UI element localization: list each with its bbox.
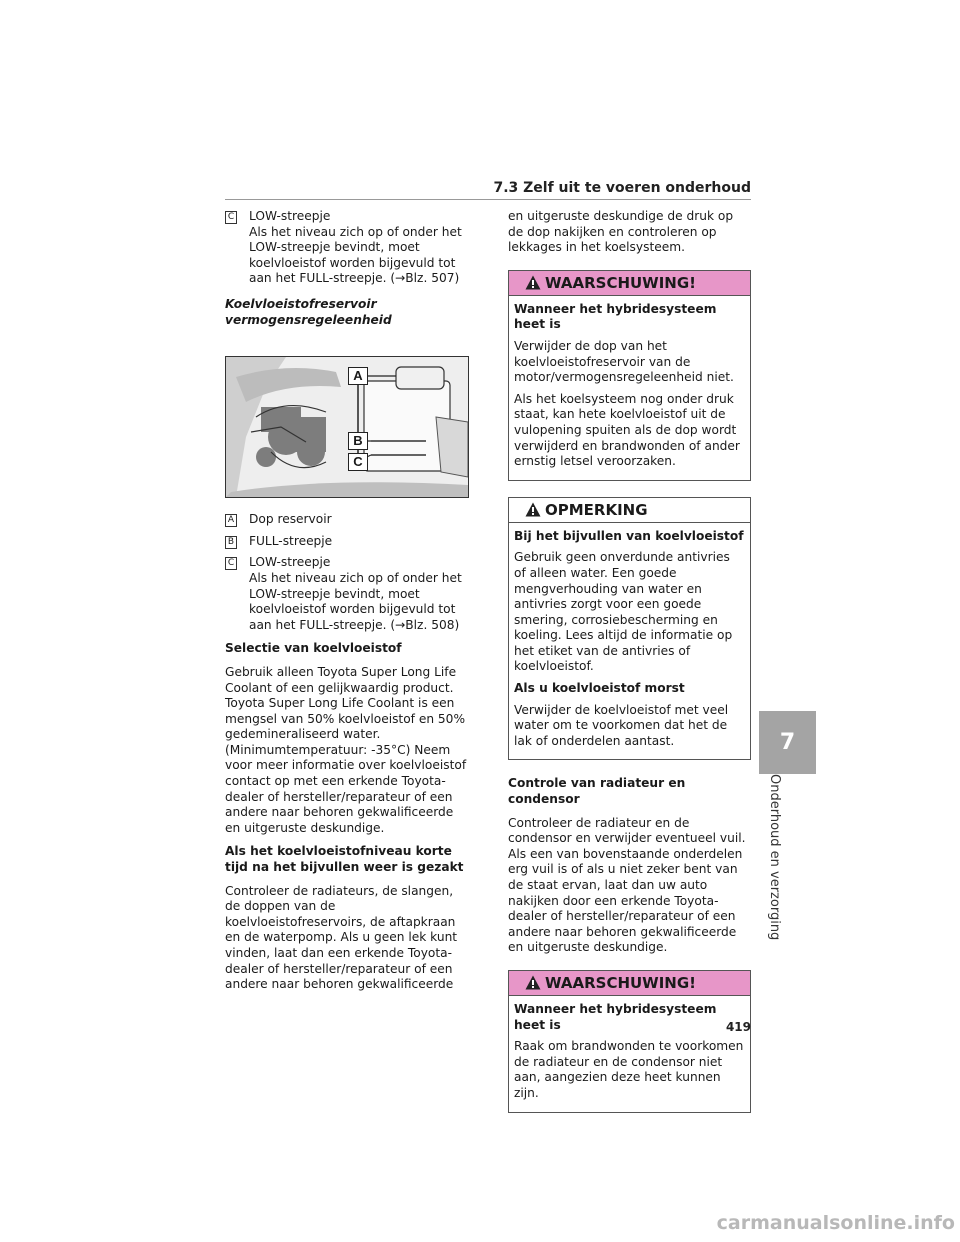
list-item bbox=[225, 209, 471, 287]
list-item bbox=[225, 512, 471, 528]
warning-box bbox=[508, 270, 751, 481]
right-column bbox=[508, 209, 751, 1129]
niveau-heading: Als het koelvloeistofniveau korte tijd na het bijvullen weer is gezakt bbox=[225, 844, 464, 875]
callout-c: C bbox=[348, 453, 368, 471]
callout-b: B bbox=[348, 432, 368, 450]
header-rule bbox=[225, 199, 751, 200]
warning-triangle-icon bbox=[525, 975, 541, 990]
selectie-body: Gebruik alleen Toyota Super Long Life Coolant of een gelijkwaardig product. Toyota Super Long Life Coolant is een mengsel van 50% koelvloeistof en 50% gedemineraliseerd water. (Minimumtemperatuur: -35°C) Neem voor meer informatie over koelvloeistof contact op met een erkende Toyota-dealer of hersteller/reparateur of een andere naar behoren gekwalificeerde en uitgeruste deskundige. bbox=[225, 664, 467, 835]
warning-paragraph: Raak om brandwonden te voorkomen de radiateur en de condensor niet aan, aangezien deze heet kunnen zijn. bbox=[514, 1039, 744, 1100]
warning-title: Wanneer het hybridesysteem heet is bbox=[514, 1001, 717, 1032]
warning-triangle-icon bbox=[525, 502, 541, 517]
note-title: Als u koelvloeistof morst bbox=[514, 681, 685, 696]
note-header bbox=[509, 498, 750, 523]
list-item bbox=[225, 534, 471, 550]
item-title: FULL-streepje bbox=[249, 533, 333, 548]
note-content bbox=[509, 523, 750, 760]
page-number: 419 bbox=[725, 1020, 751, 1034]
item-title: LOW-streepje bbox=[249, 209, 331, 223]
radiateur-body: Controleer de radiateur en de condensor en verwijder eventueel vuil. Als een van bovenstaande onderdelen erg vuil is of als u niet zeker bent van de staat ervan, laat dan uw auto nakijken door een erkende Toyota-dealer of hersteller/reparateur of een andere naar behoren gekwalificeerde en uitgeruste deskundige. bbox=[508, 815, 746, 955]
note-title: Bij het bijvullen van koelvloeistof bbox=[514, 528, 744, 543]
warning-paragraph: Verwijder de dop van het koelvloeistofreservoir van de motor/vermogensregeleenheid niet. bbox=[514, 338, 734, 385]
warning-paragraph: Als het koelsysteem nog onder druk staat, kan hete koelvloeistof uit de vulopening spuiten als de dop wordt verwijderd en brandwonden of ander ernstig letsel veroorzaken. bbox=[514, 391, 740, 469]
note-paragraph: Gebruik geen onverdunde antivries of alleen water. Een goede mengverhouding van water en antivries zorgt voor een goede smering, corrosiebescherming en koeling. Lees altijd de informatie op het etiket van de antivries of koelvloeistof. bbox=[514, 550, 733, 674]
chapter-tab-label: Onderhoud en verzorging bbox=[767, 774, 782, 941]
note-paragraph: Verwijder de koelvloeistof met veel water om te voorkomen dat het de lak of onderdelen aantast. bbox=[514, 702, 729, 748]
watermark: carmanualsonline.info bbox=[716, 1212, 955, 1234]
warning-title: Wanneer het hybridesysteem heet is bbox=[514, 301, 717, 332]
item-letter: A bbox=[225, 514, 237, 527]
selectie-heading: Selectie van koelvloeistof bbox=[225, 641, 402, 656]
warning-label: WAARSCHUWING! bbox=[545, 973, 697, 992]
item-letter: C bbox=[225, 557, 237, 570]
reservoir-heading: Koelvloeistofreservoir vermogensregeleenheid bbox=[225, 296, 392, 327]
left-column bbox=[225, 209, 471, 999]
warning-content bbox=[509, 996, 750, 1112]
item-body: Als het niveau zich op of onder het LOW-streepje bevindt, moet koelvloeistof worden bijgevuld tot aan het FULL-streepje. (→Blz. 508) bbox=[249, 570, 462, 632]
item-body: Als het niveau zich op of onder het LOW-streepje bevindt, moet koelvloeistof worden bijgevuld tot aan het FULL-streepje. (→Blz. 507) bbox=[249, 224, 462, 286]
warning-label: WAARSCHUWING! bbox=[545, 273, 697, 292]
continuation-text: en uitgeruste deskundige de druk op de dop nakijken en controleren op lekkages in het koelsysteem. bbox=[508, 209, 734, 255]
list-item bbox=[225, 555, 471, 633]
warning-content bbox=[509, 296, 750, 480]
warning-box bbox=[508, 970, 751, 1113]
engine-bay-figure bbox=[225, 356, 469, 498]
engine-bay-illustration bbox=[226, 357, 468, 497]
radiateur-heading: Controle van radiateur en condensor bbox=[508, 776, 686, 807]
item-title: LOW-streepje bbox=[249, 555, 331, 570]
callout-a: A bbox=[348, 367, 368, 385]
item-letter: C bbox=[225, 211, 237, 224]
warning-header bbox=[509, 971, 750, 996]
warning-triangle-icon bbox=[525, 275, 541, 290]
niveau-body: Controleer de radiateurs, de slangen, de doppen van de koelvloeistofreservoirs, de aftapkraan en de waterpomp. Als u geen lek kunt vinden, laat dan een erkende Toyota-dealer of hersteller/reparateur of een andere naar behoren gekwalificeerde bbox=[225, 883, 458, 992]
note-box bbox=[508, 497, 751, 761]
warning-header bbox=[509, 271, 750, 296]
chapter-tab: 7 bbox=[759, 711, 816, 774]
item-title: Dop reservoir bbox=[249, 512, 332, 527]
item-letter: B bbox=[225, 536, 237, 549]
note-label: OPMERKING bbox=[545, 500, 648, 519]
section-header: 7.3 Zelf uit te voeren onderhoud bbox=[493, 180, 751, 196]
